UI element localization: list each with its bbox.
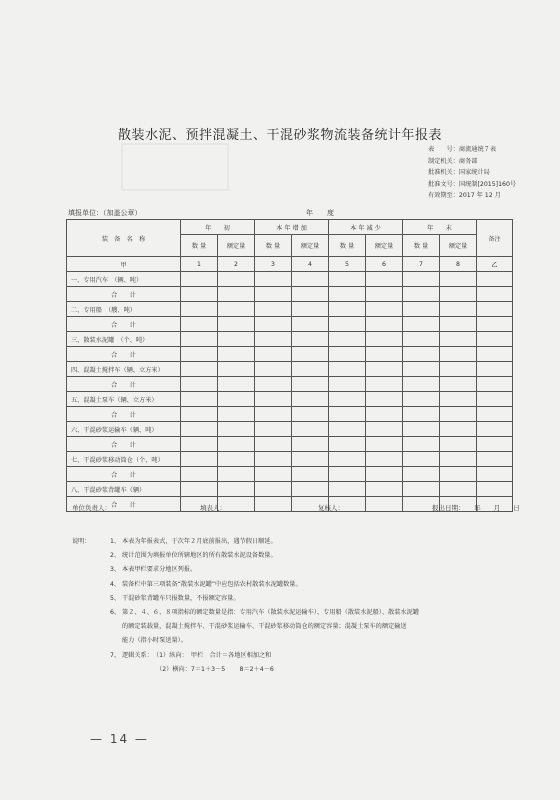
note-number: 7、 [110,651,121,659]
value-cell[interactable] [329,317,366,332]
value-cell[interactable] [292,362,329,377]
equipment-row [67,482,513,497]
value-cell[interactable] [329,452,366,467]
value-cell[interactable] [329,332,366,347]
value-cell[interactable] [440,407,477,422]
column-code: 7 [403,257,440,272]
header-qty: 数 量 [181,235,218,257]
header-rated: 额定量 [218,235,255,257]
value-cell[interactable] [403,377,440,392]
note-text: 的额定装载量，混凝土搅拌车、干混砂浆运输车、干混砂浆移动筒仓的额定容量；混凝土泵车的额定输送 [122,623,407,631]
total-label-cell: 合 计 [67,407,181,422]
report-meta-block [428,144,516,202]
value-cell[interactable] [218,467,255,482]
value-cell[interactable] [477,452,513,467]
note-number [110,663,122,677]
value-cell[interactable] [477,362,513,377]
value-cell[interactable] [292,452,329,467]
value-cell[interactable] [292,392,329,407]
note-number: 4、 [110,580,121,588]
value-cell[interactable] [255,407,292,422]
value-cell[interactable] [403,302,440,317]
value-cell[interactable] [403,407,440,422]
value-cell[interactable] [477,317,513,332]
value-cell[interactable] [181,377,218,392]
value-cell[interactable] [255,287,292,302]
value-cell[interactable] [255,347,292,362]
value-cell[interactable] [366,362,403,377]
value-cell[interactable] [292,332,329,347]
value-cell[interactable] [440,272,477,287]
value-cell[interactable] [181,467,218,482]
value-cell[interactable] [255,377,292,392]
value-cell[interactable] [255,422,292,437]
total-label-cell: 合 计 [67,377,181,392]
equipment-row [67,422,513,437]
note-number: 3、 [110,566,121,574]
meta-valid-until: 有效期至：2017 年 12 月 [428,192,501,200]
meta-approver: 批准机关：国家统计局 [428,169,490,177]
value-cell[interactable] [366,392,403,407]
note-text: 本表甲栏要求分地区列报。 [122,566,197,574]
value-cell[interactable] [218,392,255,407]
note-number: 6、 [110,609,121,617]
value-cell[interactable] [477,287,513,302]
value-cell[interactable] [181,407,218,422]
value-cell[interactable] [403,272,440,287]
total-label-cell: 合 计 [67,467,181,482]
header-qty: 数 量 [329,235,366,257]
equipment-row [67,272,513,287]
header-year-increase: 本 年 增 加 [255,220,329,235]
value-cell[interactable] [255,482,292,497]
value-cell[interactable] [181,347,218,362]
column-code: 4 [292,257,329,272]
total-label-cell: 合 计 [67,287,181,302]
value-cell[interactable] [440,482,477,497]
value-cell[interactable] [329,347,366,362]
note-text: 能力（指小时泵送量）。 [122,637,187,645]
page-number: — 14 — [90,732,149,746]
value-cell[interactable] [255,452,292,467]
total-row [67,347,513,362]
value-cell[interactable] [329,392,366,407]
total-row [67,317,513,332]
value-cell[interactable] [255,497,292,512]
value-cell[interactable] [181,392,218,407]
value-cell[interactable] [403,347,440,362]
value-cell[interactable] [477,482,513,497]
value-cell[interactable] [440,347,477,362]
note-text: 统计范围为填报单位所辖地区的所有散装水泥设备数量。 [122,552,277,560]
total-row [67,467,513,482]
value-cell[interactable] [292,302,329,317]
value-cell[interactable] [403,362,440,377]
total-row [67,407,513,422]
value-cell[interactable] [440,377,477,392]
value-cell[interactable] [440,422,477,437]
equipment-row [67,332,513,347]
value-cell[interactable] [477,302,513,317]
note-number: 5、 [110,594,121,602]
value-cell[interactable] [366,377,403,392]
equipment-row [67,302,513,317]
column-code: 5 [329,257,366,272]
equipment-row [67,362,513,377]
value-cell[interactable] [366,407,403,422]
year-label: 年 度 [306,209,334,217]
value-cell[interactable] [292,272,329,287]
value-cell[interactable] [181,437,218,452]
column-code: 2 [218,257,255,272]
sign-date: 报出日期： 年 月 日 [432,504,520,512]
value-cell[interactable] [292,437,329,452]
note-text: 逻辑关系： （1）纵向： 甲栏 合计＝各地区相加之和 [122,651,272,659]
value-cell[interactable] [477,437,513,452]
value-cell[interactable] [218,362,255,377]
value-cell[interactable] [403,287,440,302]
value-cell[interactable] [255,437,292,452]
value-cell[interactable] [329,362,366,377]
value-cell[interactable] [477,407,513,422]
value-cell[interactable] [477,347,513,362]
header-qty: 数 量 [403,235,440,257]
column-code: 甲 [67,257,181,272]
sign-leader: 单位负责人： [72,504,111,512]
value-cell[interactable] [292,482,329,497]
column-code: 1 [181,257,218,272]
equipment-table [66,219,513,512]
value-cell[interactable] [440,287,477,302]
value-cell[interactable] [181,302,218,317]
equipment-name-cell: 七、干混砂浆移动筒仓（个、吨） [67,452,181,467]
value-cell[interactable] [255,317,292,332]
column-code: 3 [255,257,292,272]
equipment-name-cell: 五、混凝土泵车（辆、立方米） [67,392,181,407]
value-cell[interactable] [329,437,366,452]
value-cell[interactable] [329,287,366,302]
value-cell[interactable] [403,422,440,437]
value-cell[interactable] [440,317,477,332]
value-cell[interactable] [366,482,403,497]
header-rated: 额定量 [292,235,329,257]
value-cell[interactable] [366,347,403,362]
value-cell[interactable] [477,392,513,407]
value-cell[interactable] [218,377,255,392]
value-cell[interactable] [477,422,513,437]
note-text: 第２、４、６、８项指标的额定数量是指：专用汽车（散装水泥运输车）、专用船（散装水泥船）、散装水泥罐 [122,609,419,617]
total-row [67,287,513,302]
value-cell[interactable] [181,332,218,347]
value-cell[interactable] [218,317,255,332]
value-cell[interactable] [329,302,366,317]
value-cell[interactable] [477,332,513,347]
equipment-row [67,452,513,467]
value-cell[interactable] [218,482,255,497]
header-rated: 额定量 [440,235,477,257]
value-cell[interactable] [181,272,218,287]
column-code: 乙 [477,257,513,272]
value-cell[interactable] [403,467,440,482]
equipment-name-cell: 八、干混砂浆背罐车（辆） [67,482,181,497]
total-row [67,377,513,392]
value-cell[interactable] [329,422,366,437]
total-label-cell: 合 计 [67,347,181,362]
value-cell[interactable] [477,377,513,392]
value-cell[interactable] [218,452,255,467]
value-cell[interactable] [366,317,403,332]
value-cell[interactable] [403,437,440,452]
value-cell[interactable] [218,287,255,302]
value-cell[interactable] [218,407,255,422]
meta-approval-doc: 批准文号：国统制[2015]160号 [428,180,517,188]
value-cell[interactable] [329,467,366,482]
header-year-decrease: 本 年 减 少 [329,220,403,235]
value-cell[interactable] [440,392,477,407]
value-cell[interactable] [181,482,218,497]
total-label-cell: 合 计 [67,317,181,332]
value-cell[interactable] [292,347,329,362]
value-cell[interactable] [366,332,403,347]
meta-authority: 制定机关：商务部 [428,157,478,165]
column-code: 8 [440,257,477,272]
header-remark: 备注 [477,220,513,257]
equipment-name-cell: 二、专用船 （艘、吨） [67,302,181,317]
value-cell[interactable] [255,362,292,377]
meta-form-number: 表 号：商流通统７表 [428,146,497,153]
value-cell[interactable] [403,332,440,347]
value-cell[interactable] [292,317,329,332]
note-number: 2、 [110,552,121,560]
value-cell[interactable] [440,437,477,452]
value-cell[interactable] [366,497,403,512]
value-cell[interactable] [255,467,292,482]
sign-filler: 填表人： [200,504,226,512]
value-cell[interactable] [181,287,218,302]
total-label-cell: 合 计 [67,437,181,452]
notes-block [72,535,419,677]
value-cell[interactable] [440,302,477,317]
note-text: 本表为年报表式，于次年２月底前报出，遇节假日顺延。 [122,538,277,545]
value-cell[interactable] [218,422,255,437]
note-number: 1、 [110,538,121,545]
value-cell[interactable] [366,302,403,317]
value-cell[interactable] [477,272,513,287]
note-text: 干混砂浆背罐车只报数量，不报额定容量。 [122,594,240,602]
value-cell[interactable] [218,347,255,362]
sign-reviewer: 复核人： [318,504,344,512]
value-cell[interactable] [440,452,477,467]
value-cell[interactable] [403,482,440,497]
note-text: （2）横向：7＝1＋3－5 8＝2＋4－6 [122,665,274,673]
header-year-start: 年 初 [181,220,255,235]
note-number [110,634,122,648]
value-cell[interactable] [181,452,218,467]
value-cell[interactable] [329,407,366,422]
value-cell[interactable] [255,332,292,347]
value-cell[interactable] [366,272,403,287]
value-cell[interactable] [440,332,477,347]
value-cell[interactable] [218,272,255,287]
header-year-end: 年 末 [403,220,477,235]
value-cell[interactable] [255,392,292,407]
equipment-row [67,392,513,407]
equipment-name-cell: 一、专用汽车 （辆、吨） [67,272,181,287]
note-text: 装备栏中第三项装备“散装水泥罐”中应包括农村散装水泥罐数量。 [122,580,302,588]
value-cell[interactable] [329,482,366,497]
value-cell[interactable] [218,302,255,317]
report-title: 散装水泥、预拌混凝土、干混砂浆物流装备统计年报表 [117,128,442,143]
header-equipment-name: 装 备 名 称 [67,220,181,257]
total-row [67,437,513,452]
value-cell[interactable] [218,332,255,347]
table-body [67,272,513,512]
value-cell[interactable] [292,377,329,392]
header-qty: 数 量 [255,235,292,257]
equipment-name-cell: 六、干混砂浆运输车（辆、吨） [67,422,181,437]
header-rated: 额定量 [366,235,403,257]
value-cell[interactable] [218,437,255,452]
value-cell[interactable] [181,422,218,437]
value-cell[interactable] [329,272,366,287]
value-cell[interactable] [292,422,329,437]
equipment-name-cell: 三、散装水泥罐 （个、吨） [67,332,181,347]
value-cell[interactable] [292,467,329,482]
notes-title: 说明： [72,538,91,545]
value-cell[interactable] [403,452,440,467]
faint-stamp-mark [120,142,230,192]
value-cell[interactable] [366,467,403,482]
fill-unit-label: 填报单位：（加盖公章） [68,209,142,217]
value-cell[interactable] [366,287,403,302]
equipment-name-cell: 四、混凝土搅拌车（辆、立方米） [67,362,181,377]
value-cell[interactable] [255,272,292,287]
value-cell[interactable] [181,317,218,332]
value-cell[interactable] [477,467,513,482]
value-cell[interactable] [366,452,403,467]
value-cell[interactable] [255,302,292,317]
value-cell[interactable] [181,362,218,377]
value-cell[interactable] [366,422,403,437]
value-cell[interactable] [292,407,329,422]
value-cell[interactable] [440,467,477,482]
value-cell[interactable] [403,392,440,407]
value-cell[interactable] [329,377,366,392]
note-number [110,620,122,634]
column-code: 6 [366,257,403,272]
value-cell[interactable] [403,317,440,332]
value-cell[interactable] [366,437,403,452]
value-cell[interactable] [440,362,477,377]
total-label-cell: 合 计 [67,497,181,512]
value-cell[interactable] [292,287,329,302]
